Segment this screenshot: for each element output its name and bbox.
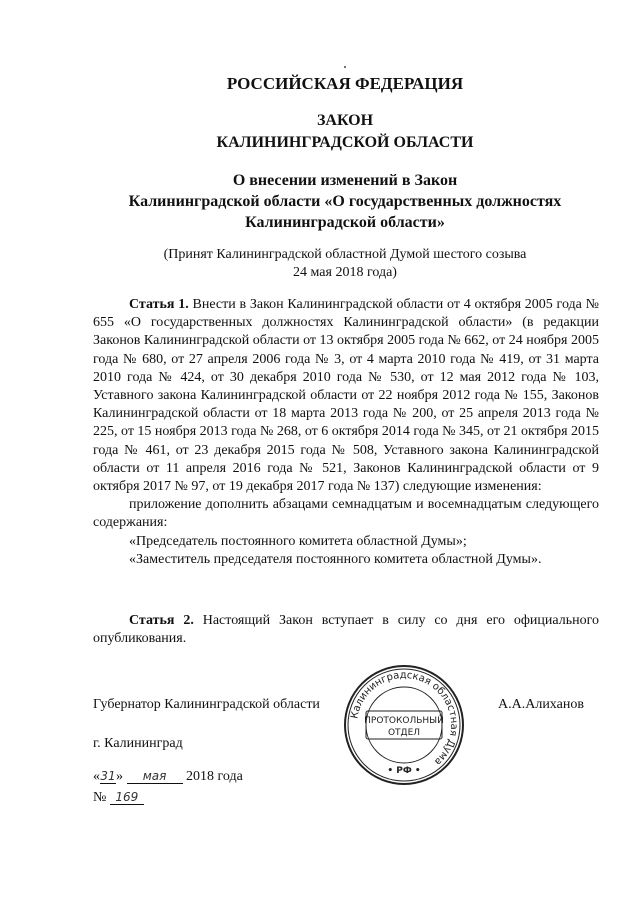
country-heading: РОССИЙСКАЯ ФЕДЕРАЦИЯ	[226, 74, 464, 93]
law-title-line-1: О внесении изменений в Закон	[232, 172, 458, 189]
seal-center-line-1: ПРОТОКОЛЬНЫЙ	[364, 716, 444, 726]
number-prefix: №	[93, 790, 107, 805]
article-2-paragraph	[93, 612, 599, 648]
accepted-line-1: (Принят Калининградской областной Думой шестого созыва	[163, 247, 527, 262]
date-year: 2018 года	[186, 769, 243, 784]
doc-type-heading: ЗАКОН	[316, 112, 374, 129]
governor-title: Губернатор Калининградской области	[93, 697, 320, 712]
law-number-line	[93, 790, 144, 806]
article-2-label: Статья 2.	[129, 613, 194, 628]
governor-name: А.А.Алиханов	[498, 697, 584, 712]
article-1	[93, 296, 599, 569]
new-item-1: «Председатель постоянного комитета областной Думы»;	[129, 533, 467, 549]
seal-center-line-2: ОТДЕЛ	[387, 728, 421, 738]
article-2	[93, 612, 599, 648]
article-1-label: Статья 1.	[129, 297, 189, 312]
scan-speck	[344, 66, 346, 68]
seal-ring-textpath: Калининградская областная Дума	[349, 669, 460, 768]
region-heading: КАЛИНИНГРАДСКОЙ ОБЛАСТИ	[216, 134, 474, 151]
new-item-2: «Заместитель председателя постоянного комитета областной Думы».	[129, 551, 542, 567]
date-line	[93, 769, 243, 785]
law-number: 169	[110, 790, 144, 805]
amend-line: приложение дополнить абзацами семнадцатым и восемнадцатым следующего содержания:	[93, 497, 599, 531]
article-2-text: Настоящий Закон вступает в силу со дня его официального опубликования.	[93, 613, 599, 647]
date-month: мая	[127, 769, 183, 784]
quote-open: «	[93, 769, 100, 784]
city-line: г. Калининград	[93, 736, 183, 751]
law-title-line-2: Калининградской области «О государственных должностях	[128, 193, 562, 210]
article-1-text: Внести в Закон Калининградской области от 4 октября 2005 года № 655 «О государственных должностях Калининградской области» (в редакции Законов Калининградской области от 13 октября 2005 года № 662, от 24 ноября 2005 года № 680, от 27 апреля 2006 года № 3, от 4 марта 2010 года № 419, от 31 марта 2010 года № 424, от 30 декабря 2010 года № 530, от 12 мая 2012 года № 103, Уставного закона Калининградской области от 22 ноября 2012 года № 155, Законов Калининградской области от 18 марта 2013 года № 200, от 25 апреля 2013 года № 225, от 15 ноября 2013 года № 268, от 6 октября 2014 года № 345, от 21 октября 2015 года № 461, от 23 декабря 2015 года № 508, Уставного закона Калининградской области от 11 апреля 2016 года № 521, Законов Калининградской области от 9 октября 2017 № 97, от 19 декабря 2017 года № 137) следующие изменения:	[93, 297, 600, 495]
article-1-paragraph	[93, 296, 599, 496]
seal-bottom-text: • РФ •	[387, 766, 421, 776]
quote-close: »	[116, 769, 123, 784]
date-day: 31	[100, 769, 116, 783]
accepted-line-2: 24 мая 2018 года)	[293, 265, 397, 280]
accepted-note	[80, 246, 610, 282]
protocol-department-seal	[342, 663, 466, 787]
law-title-line-3: Калининградской области»	[245, 214, 445, 231]
